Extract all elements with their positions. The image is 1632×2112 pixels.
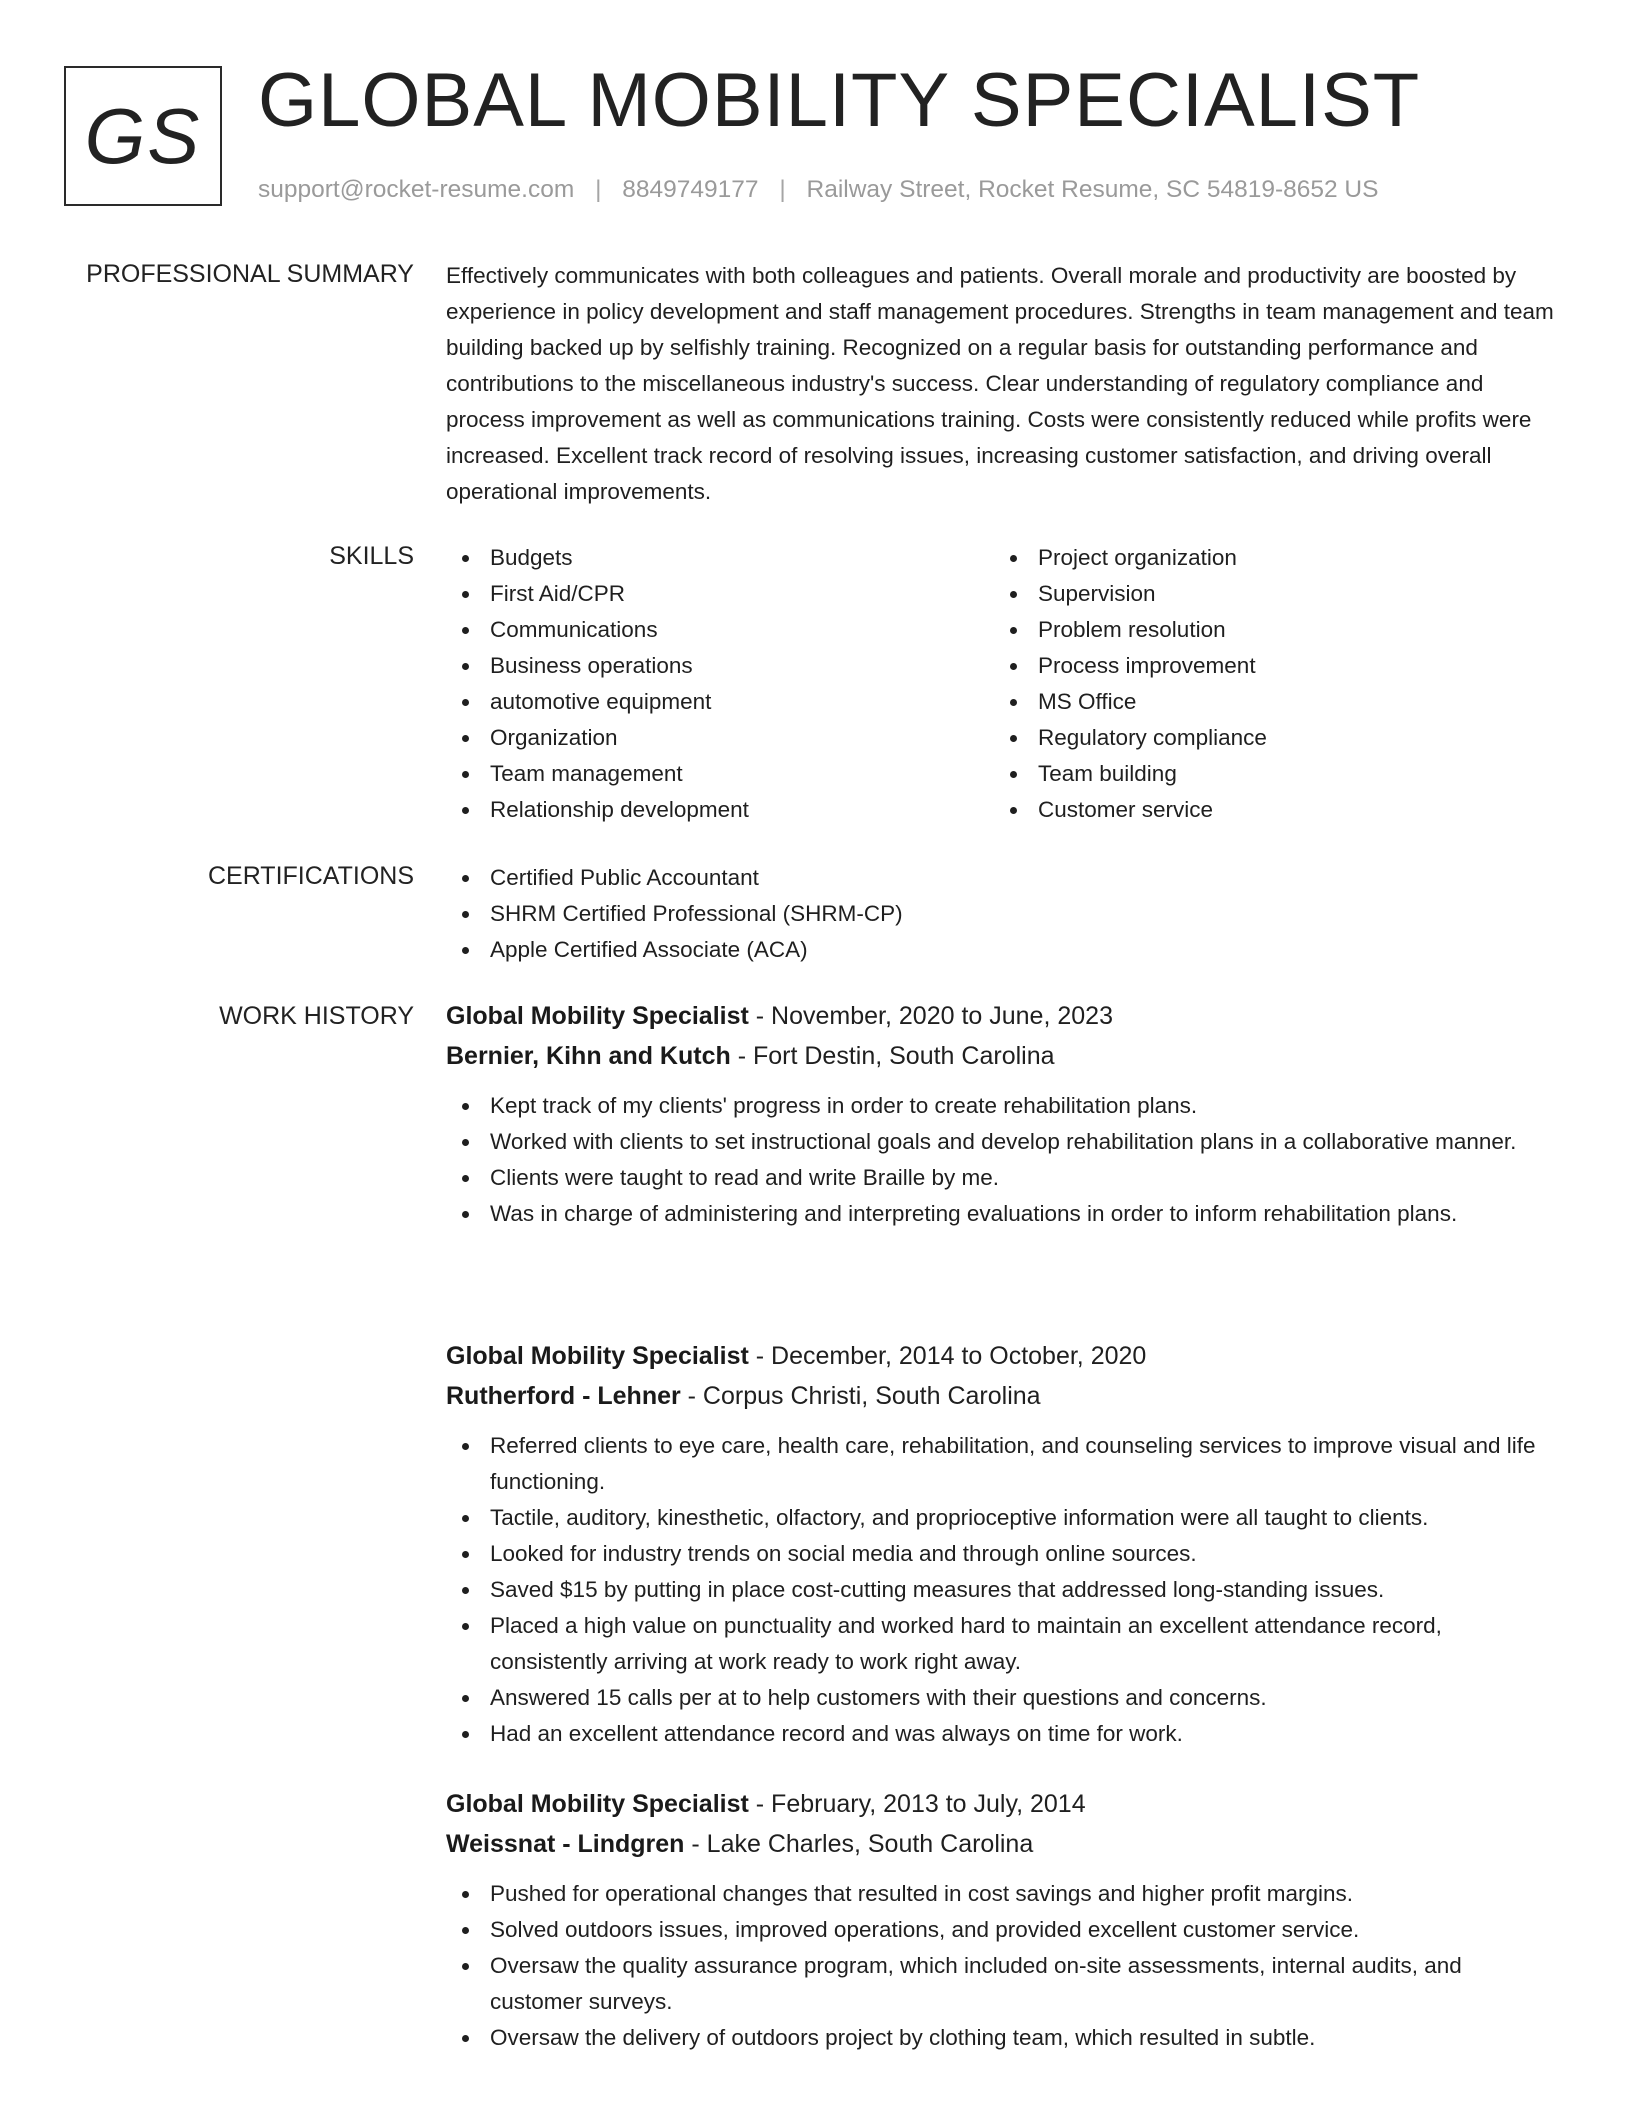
job-title-line: [446, 1336, 1556, 1376]
job-title: Global Mobility Specialist: [446, 1342, 749, 1370]
job-bullet: Worked with clients to set instructional goals and develop rehabilitation plans in a collaborative manner.: [446, 1124, 1556, 1160]
job-bullet: Was in charge of administering and interpreting evaluations in order to inform rehabilitation plans.: [446, 1196, 1556, 1232]
skills-body: [446, 540, 1556, 828]
work-history-label: WORK HISTORY: [219, 1002, 414, 1030]
skills-list-right: [994, 540, 1542, 828]
job-dates: - December, 2014 to October, 2020: [748, 1342, 1147, 1370]
skill-item: Regulatory compliance: [994, 720, 1542, 756]
skill-item: Communications: [446, 612, 994, 648]
job-title-line: [446, 1784, 1556, 1824]
certification-item: Apple Certified Associate (ACA): [446, 932, 1556, 968]
job-bullets: [446, 1428, 1556, 1752]
skill-item: First Aid/CPR: [446, 576, 994, 612]
job-entry: [446, 996, 1556, 1232]
skill-item: Organization: [446, 720, 994, 756]
job-bullet: Saved $15 by putting in place cost-cutting measures that addressed long-standing issues.: [446, 1572, 1556, 1608]
summary-body: [446, 258, 1556, 510]
contact-line: [258, 174, 1378, 206]
job-bullet: Clients were taught to read and write Braille by me.: [446, 1160, 1556, 1196]
skill-item: Supervision: [994, 576, 1542, 612]
job-bullet: Had an excellent attendance record and was always on time for work.: [446, 1716, 1556, 1752]
skill-item: Business operations: [446, 648, 994, 684]
job-bullet: Oversaw the delivery of outdoors project by clothing team, which resulted in subtle.: [446, 2020, 1556, 2056]
skills-label: SKILLS: [329, 542, 414, 570]
summary-label: PROFESSIONAL SUMMARY: [86, 260, 414, 288]
skill-item: Process improvement: [994, 648, 1542, 684]
monogram-badge: [64, 66, 222, 206]
job-bullet: Looked for industry trends on social media and through online sources.: [446, 1536, 1556, 1572]
contact-address: Railway Street, Rocket Resume, SC 54819-8652 US: [806, 176, 1379, 203]
certifications-label: CERTIFICATIONS: [207, 862, 414, 890]
job-bullet: Oversaw the quality assurance program, which included on-site assessments, internal audits, and customer surveys.: [446, 1948, 1556, 2020]
job-title: Global Mobility Specialist: [446, 1790, 749, 1818]
job-location: - Lake Charles, South Carolina: [684, 1830, 1034, 1858]
job-location: - Corpus Christi, South Carolina: [680, 1382, 1041, 1410]
job-title-line: [446, 996, 1556, 1036]
resume-title: GLOBAL MOBILITY SPECIALIST: [258, 58, 1421, 143]
job-bullet: Referred clients to eye care, health care, rehabilitation, and counseling services to improve visual and life functioning.: [446, 1428, 1556, 1500]
skill-item: Relationship development: [446, 792, 994, 828]
job-company: Weissnat - Lindgren: [446, 1830, 685, 1858]
summary-text: Effectively communicates with both colleagues and patients. Overall morale and productivity are boosted by experience in policy development and staff management procedures. Strengths in team management and team building backed up by selfishly training. Recognized on a regular basis for outstanding performance and contributions to the miscellaneous industry's success. Clear understanding of regulatory compliance and process improvement as well as communications training. Costs were consistently reduced while profits were increased. Excellent track record of resolving issues, increasing customer satisfaction, and driving overall operational improvements.: [446, 263, 1554, 504]
job-company-line: [446, 1036, 1556, 1076]
certification-item: SHRM Certified Professional (SHRM-CP): [446, 896, 1556, 932]
skills-list-left: [446, 540, 994, 828]
skill-item: automotive equipment: [446, 684, 994, 720]
job-dates: - November, 2020 to June, 2023: [748, 1002, 1113, 1030]
job-entry: [446, 1784, 1556, 2056]
certifications-body: [446, 860, 1556, 968]
skill-item: Customer service: [994, 792, 1542, 828]
contact-email: support@rocket-resume.com: [258, 176, 575, 203]
job-bullet: Pushed for operational changes that resulted in cost savings and higher profit margins.: [446, 1876, 1556, 1912]
contact-separator: |: [779, 176, 786, 203]
job-bullets: [446, 1876, 1556, 2056]
job-bullet: Tactile, auditory, kinesthetic, olfactory, and proprioceptive information were all taught to clients.: [446, 1500, 1556, 1536]
skill-item: Budgets: [446, 540, 994, 576]
job-bullet: Solved outdoors issues, improved operations, and provided excellent customer service.: [446, 1912, 1556, 1948]
job-company: Bernier, Kihn and Kutch: [446, 1042, 731, 1070]
skill-item: Team building: [994, 756, 1542, 792]
job-title: Global Mobility Specialist: [446, 1002, 749, 1030]
job-bullet: Placed a high value on punctuality and worked hard to maintain an excellent attendance record, consistently arriving at work ready to work right away.: [446, 1608, 1556, 1680]
certification-item: Certified Public Accountant: [446, 860, 1556, 896]
monogram-initials: GS: [84, 91, 202, 180]
job-dates: - February, 2013 to July, 2014: [748, 1790, 1086, 1818]
job-company-line: [446, 1376, 1556, 1416]
skill-item: Project organization: [994, 540, 1542, 576]
job-location: - Fort Destin, South Carolina: [730, 1042, 1055, 1070]
job-bullet: Kept track of my clients' progress in order to create rehabilitation plans.: [446, 1088, 1556, 1124]
skill-item: Problem resolution: [994, 612, 1542, 648]
job-company-line: [446, 1824, 1556, 1864]
contact-phone: 8849749177: [622, 176, 759, 203]
certifications-list: [446, 860, 1556, 968]
skill-item: MS Office: [994, 684, 1542, 720]
skill-item: Team management: [446, 756, 994, 792]
job-bullet: Answered 15 calls per at to help customers with their questions and concerns.: [446, 1680, 1556, 1716]
job-company: Rutherford - Lehner: [446, 1382, 681, 1410]
job-bullets: [446, 1088, 1556, 1232]
contact-separator: |: [595, 176, 602, 203]
job-entry: [446, 1336, 1556, 1752]
